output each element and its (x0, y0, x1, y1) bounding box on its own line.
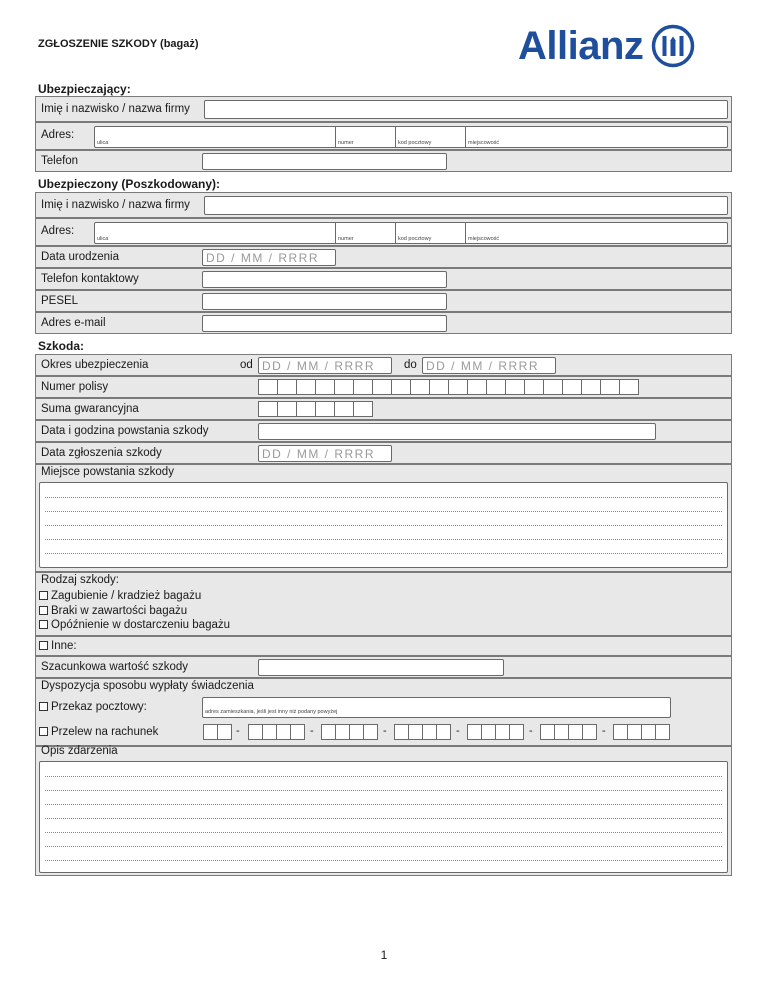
account-cells-3[interactable] (321, 724, 377, 740)
other-option[interactable]: Inne: (39, 640, 77, 652)
sum-insured-cells[interactable] (258, 401, 372, 417)
sum-insured-row (35, 398, 732, 420)
policyholder-phone-row (35, 150, 732, 172)
other-type-row (35, 636, 732, 656)
datetime-label: Data i godzina powstania szkody (41, 425, 209, 437)
pesel-input[interactable] (202, 293, 447, 310)
phone-label: Telefon (41, 155, 79, 167)
policyholder-name-row (35, 96, 732, 122)
insured-pesel-row (35, 290, 732, 312)
policy-number-cells[interactable] (258, 379, 638, 395)
insured-contact-phone-row (35, 268, 732, 290)
period-label: Okres ubezpieczenia (41, 359, 149, 371)
sum-label: Suma gwarancyjna (41, 403, 139, 415)
report-date-label: Data zgłoszenia szkody (41, 447, 162, 459)
allianz-logo (518, 24, 695, 68)
account-cells-5[interactable] (467, 724, 523, 740)
postal-option[interactable]: Przekaz pocztowy: (39, 701, 147, 713)
report-date-input[interactable] (258, 445, 392, 462)
street-hint: ulica (97, 140, 109, 146)
claim-type-row (35, 572, 732, 636)
name-label: Imię i nazwisko / nazwa firmy (41, 199, 190, 211)
claim-place-row (35, 464, 732, 572)
description-row (35, 746, 732, 876)
claim-place-textarea[interactable] (39, 482, 728, 568)
claim-value-row (35, 656, 732, 678)
account-cells-6[interactable] (540, 724, 596, 740)
policyholder-address-row (35, 122, 732, 150)
policyholder-name-input[interactable] (204, 100, 728, 119)
number-hint: numer (338, 140, 354, 146)
street-hint: ulica (97, 236, 109, 242)
insured-email-row (35, 312, 732, 334)
policyholder-phone-input[interactable] (202, 153, 447, 170)
insured-address-input[interactable] (94, 222, 728, 244)
checkbox-icon[interactable] (39, 641, 48, 650)
page-number: 1 (380, 948, 388, 962)
period-from-input[interactable] (258, 357, 392, 374)
postal-hint: adres zamieszkania, jeśli jest inny niż podany powyżej (205, 709, 338, 715)
name-label: Imię i nazwisko / nazwa firmy (41, 103, 190, 115)
postcode-hint: kod pocztowy (398, 140, 432, 146)
to-label: do (404, 359, 417, 371)
number-hint: numer (338, 236, 354, 242)
address-label: Adres: (41, 129, 75, 141)
account-cells-4[interactable] (394, 724, 450, 740)
from-label: od (240, 359, 253, 371)
postal-address-input[interactable] (202, 697, 671, 718)
email-input[interactable] (202, 315, 447, 332)
period-to-input[interactable] (422, 357, 556, 374)
payout-label: Dyspozycja sposobu wypłaty świadczenia (41, 680, 254, 692)
insured-birthdate-row (35, 246, 732, 268)
checkbox-icon[interactable] (39, 591, 48, 600)
contact-phone-label: Telefon kontaktowy (41, 273, 139, 285)
policy-number-row (35, 376, 732, 398)
value-label: Szacunkowa wartość szkody (41, 661, 189, 673)
place-label: Miejsce powstania szkody (41, 466, 174, 478)
report-date-row (35, 442, 732, 464)
type-option-delay[interactable]: Opóźnienie w dostarczeniu bagażu (39, 618, 230, 633)
city-hint: miejscowość (468, 236, 500, 242)
city-hint: miejscowość (468, 140, 500, 146)
account-cells-2[interactable] (248, 724, 304, 740)
payout-row: Dyspozycja sposobu wypłaty świadczenia Przekaz pocztowy: adres zamieszkania, jeśli jest inny niż podany powyżej Przelew na rachunek - - - - - - (35, 678, 732, 746)
account-cells-1[interactable] (203, 724, 231, 740)
insured-heading: Ubezpieczony (Poszkodowany): (38, 177, 221, 191)
type-option-loss[interactable]: Zagubienie / kradzież bagażu (39, 589, 230, 604)
birthdate-input[interactable] (202, 249, 336, 266)
insured-name-row (35, 192, 732, 218)
policyholder-heading: Ubezpieczający: (38, 82, 131, 96)
claim-type-options (39, 589, 230, 633)
claim-datetime-row (35, 420, 732, 442)
checkbox-icon[interactable] (39, 620, 48, 629)
policyholder-address-input[interactable] (94, 126, 728, 148)
description-label: Opis zdarzenia (41, 745, 118, 757)
allianz-eagle-icon (651, 24, 695, 68)
insured-name-input[interactable] (204, 196, 728, 215)
account-cells-7[interactable] (613, 724, 669, 740)
type-option-missing[interactable]: Braki w zawartości bagażu (39, 604, 230, 619)
date-placeholder: DD / MM / RRRR (262, 447, 375, 461)
date-placeholder: DD / MM / RRRR (206, 251, 319, 265)
checkbox-icon[interactable] (39, 727, 48, 736)
description-textarea[interactable] (39, 761, 728, 873)
postcode-hint: kod pocztowy (398, 236, 432, 242)
claim-datetime-input[interactable] (258, 423, 656, 440)
logo-text: Allianz (518, 24, 644, 68)
form-title: ZGŁOSZENIE SZKODY (bagaż) (38, 38, 199, 50)
address-label: Adres: (41, 225, 75, 237)
date-placeholder: DD / MM / RRRR (426, 359, 539, 373)
insured-address-row (35, 218, 732, 246)
policy-label: Numer polisy (41, 381, 109, 393)
checkbox-icon[interactable] (39, 702, 48, 711)
type-label: Rodzaj szkody: (41, 574, 119, 586)
pesel-label: PESEL (41, 295, 79, 307)
insurance-period-row (35, 354, 732, 376)
contact-phone-input[interactable] (202, 271, 447, 288)
claim-value-input[interactable] (258, 659, 504, 676)
email-label: Adres e-mail (41, 317, 106, 329)
checkbox-icon[interactable] (39, 606, 48, 615)
transfer-option[interactable]: Przelew na rachunek (39, 726, 158, 738)
date-placeholder: DD / MM / RRRR (262, 359, 375, 373)
claim-heading: Szkoda: (38, 339, 85, 353)
birthdate-label: Data urodzenia (41, 251, 119, 263)
